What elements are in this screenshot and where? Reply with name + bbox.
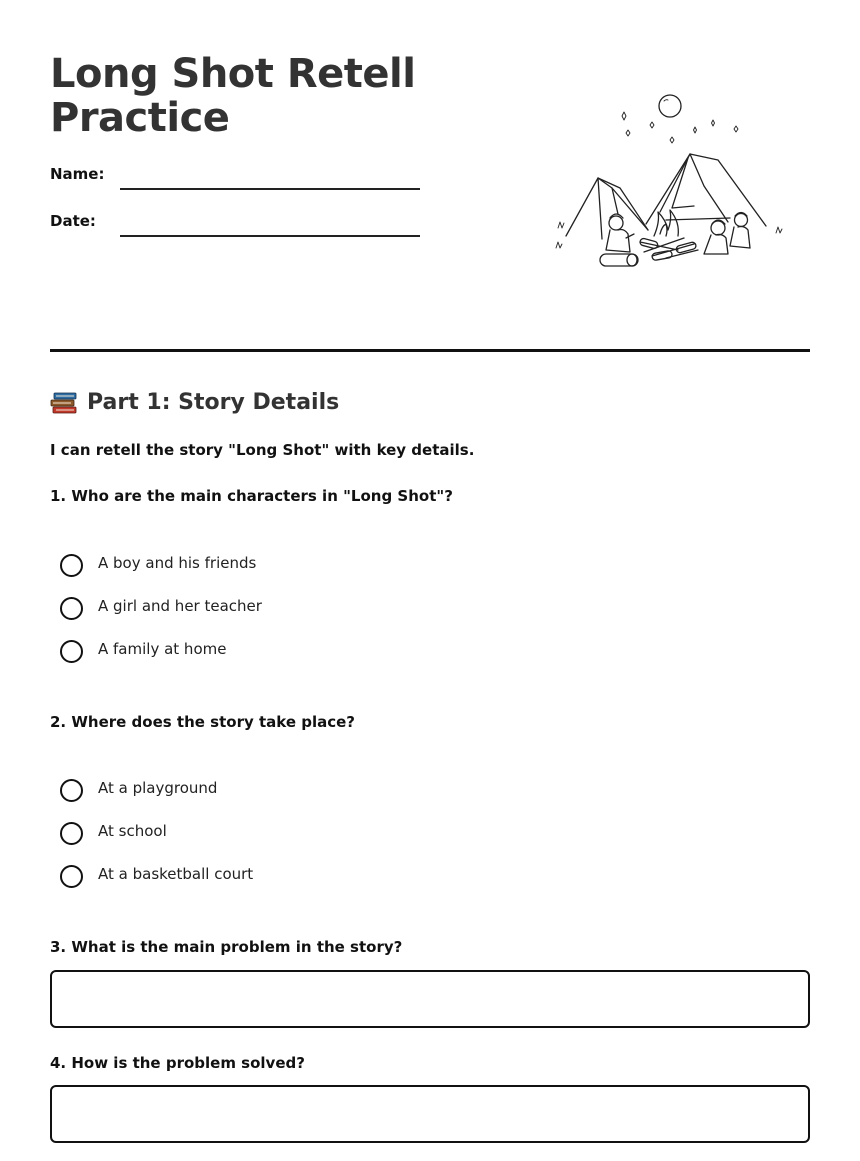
section-divider <box>50 349 810 352</box>
question-1: 1. Who are the main characters in "Long Shot"? <box>50 487 453 505</box>
q1-option-3[interactable] <box>60 639 460 665</box>
option-label: A family at home <box>98 640 227 658</box>
radio-button[interactable] <box>60 554 83 577</box>
radio-button[interactable] <box>60 865 83 888</box>
q2-option-2[interactable] <box>60 821 460 847</box>
q4-answer-box[interactable] <box>50 1085 810 1143</box>
radio-button[interactable] <box>60 640 83 663</box>
option-label: A girl and her teacher <box>98 597 262 615</box>
date-field <box>50 212 420 238</box>
date-write-line[interactable] <box>120 235 420 237</box>
q1-option-1[interactable] <box>60 553 460 579</box>
books-icon <box>50 390 78 416</box>
date-label: Date: <box>50 212 96 230</box>
learning-objective: I can retell the story "Long Shot" with key details. <box>50 441 475 459</box>
name-field <box>50 165 420 191</box>
option-label: At school <box>98 822 167 840</box>
radio-button[interactable] <box>60 779 83 802</box>
option-label: At a playground <box>98 779 218 797</box>
q1-option-2[interactable] <box>60 596 460 622</box>
q2-option-3[interactable] <box>60 864 460 890</box>
name-label: Name: <box>50 165 105 183</box>
question-3: 3. What is the main problem in the story? <box>50 938 403 956</box>
name-write-line[interactable] <box>120 188 420 190</box>
radio-button[interactable] <box>60 822 83 845</box>
option-label: At a basketball court <box>98 865 254 883</box>
radio-button[interactable] <box>60 597 83 620</box>
campfire-illustration <box>548 88 792 284</box>
section-title: Part 1: Story Details <box>87 390 340 415</box>
option-label: A boy and his friends <box>98 554 257 572</box>
question-4: 4. How is the problem solved? <box>50 1054 305 1072</box>
question-2: 2. Where does the story take place? <box>50 713 355 731</box>
q3-answer-box[interactable] <box>50 970 810 1028</box>
q2-option-1[interactable] <box>60 778 460 804</box>
page-title: Long Shot Retell Practice <box>50 51 416 141</box>
